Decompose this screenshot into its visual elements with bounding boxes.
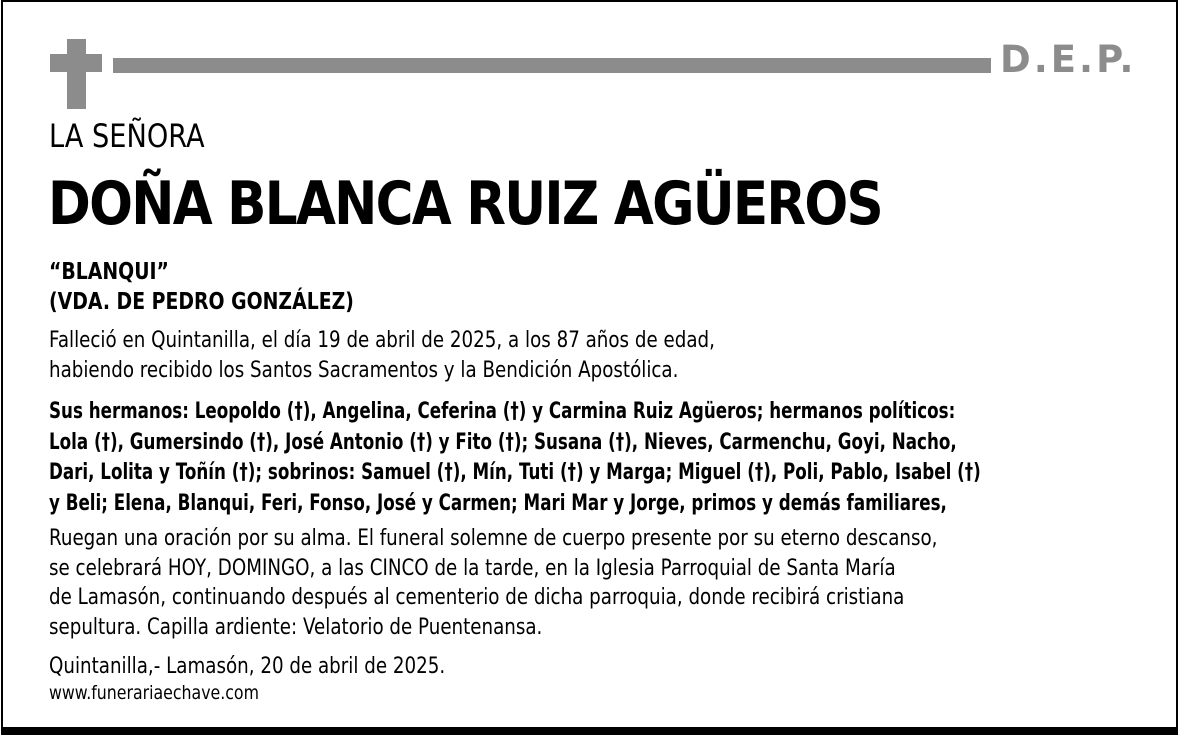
funeral-line: se celebrará HOY, DOMINGO, a las CINCO de la tarde, en la Iglesia Parroquial de Santa María	[49, 555, 896, 581]
deceased-name: DOÑA BLANCA RUIZ AGÜEROS	[48, 169, 883, 239]
dep-label: D.E.P.	[1000, 38, 1137, 81]
obituary-card	[1, 0, 1178, 735]
place-date: Quintanilla,- Lamasón, 20 de abril de 2025.	[49, 654, 446, 679]
funeral-line: sepultura. Capilla ardiente: Velatorio de Puentenansa.	[49, 614, 543, 640]
death-notice	[49, 326, 715, 385]
header-rule	[113, 58, 991, 73]
family-line: Dari, Lolita y Toñín (†); sobrinos: Samuel (†), Mín, Tuti (†) y Marga; Miguel (†), Poli, Pablo, Isabel (†)	[49, 460, 981, 485]
cross-icon-vertical	[67, 39, 86, 109]
death-notice-line: habiendo recibido los Santos Sacramentos y la Bendición Apostólica.	[49, 357, 679, 383]
cross-icon-horizontal	[50, 54, 102, 72]
funeral-line: de Lamasón, continuando después al cementerio de dicha parroquia, donde recibirá cristiana	[49, 585, 905, 610]
death-notice-line: Falleció en Quintanilla, el día 19 de abril de 2025, a los 87 años de edad,	[49, 328, 715, 353]
family-line: Lola (†), Gumersindo (†), José Antonio (†) y Fito (†); Susana (†), Nieves, Carmenchu, Goyi, Nacho,	[49, 429, 957, 455]
alias: “BLANQUI”	[49, 259, 169, 285]
funeral-details	[49, 524, 937, 642]
funeral-line: Ruegan una oración por su alma. El funeral solemne de cuerpo presente por su eterno descanso,	[49, 526, 938, 551]
widow-of: (VDA. DE PEDRO GONZÁLEZ)	[49, 289, 354, 315]
website-link[interactable]: www.funerariaechave.com	[49, 682, 259, 704]
title-prefix: LA SEÑORA	[49, 117, 205, 155]
family-line: Sus hermanos: Leopoldo (†), Angelina, Ceferina (†) y Carmina Ruiz Agüeros; hermanos políticos:	[49, 399, 956, 424]
family-line: y Beli; Elena, Blanqui, Feri, Fonso, José y Carmen; Mari Mar y Jorge, primos y demás familiares,	[49, 490, 947, 516]
family-list	[49, 397, 981, 519]
